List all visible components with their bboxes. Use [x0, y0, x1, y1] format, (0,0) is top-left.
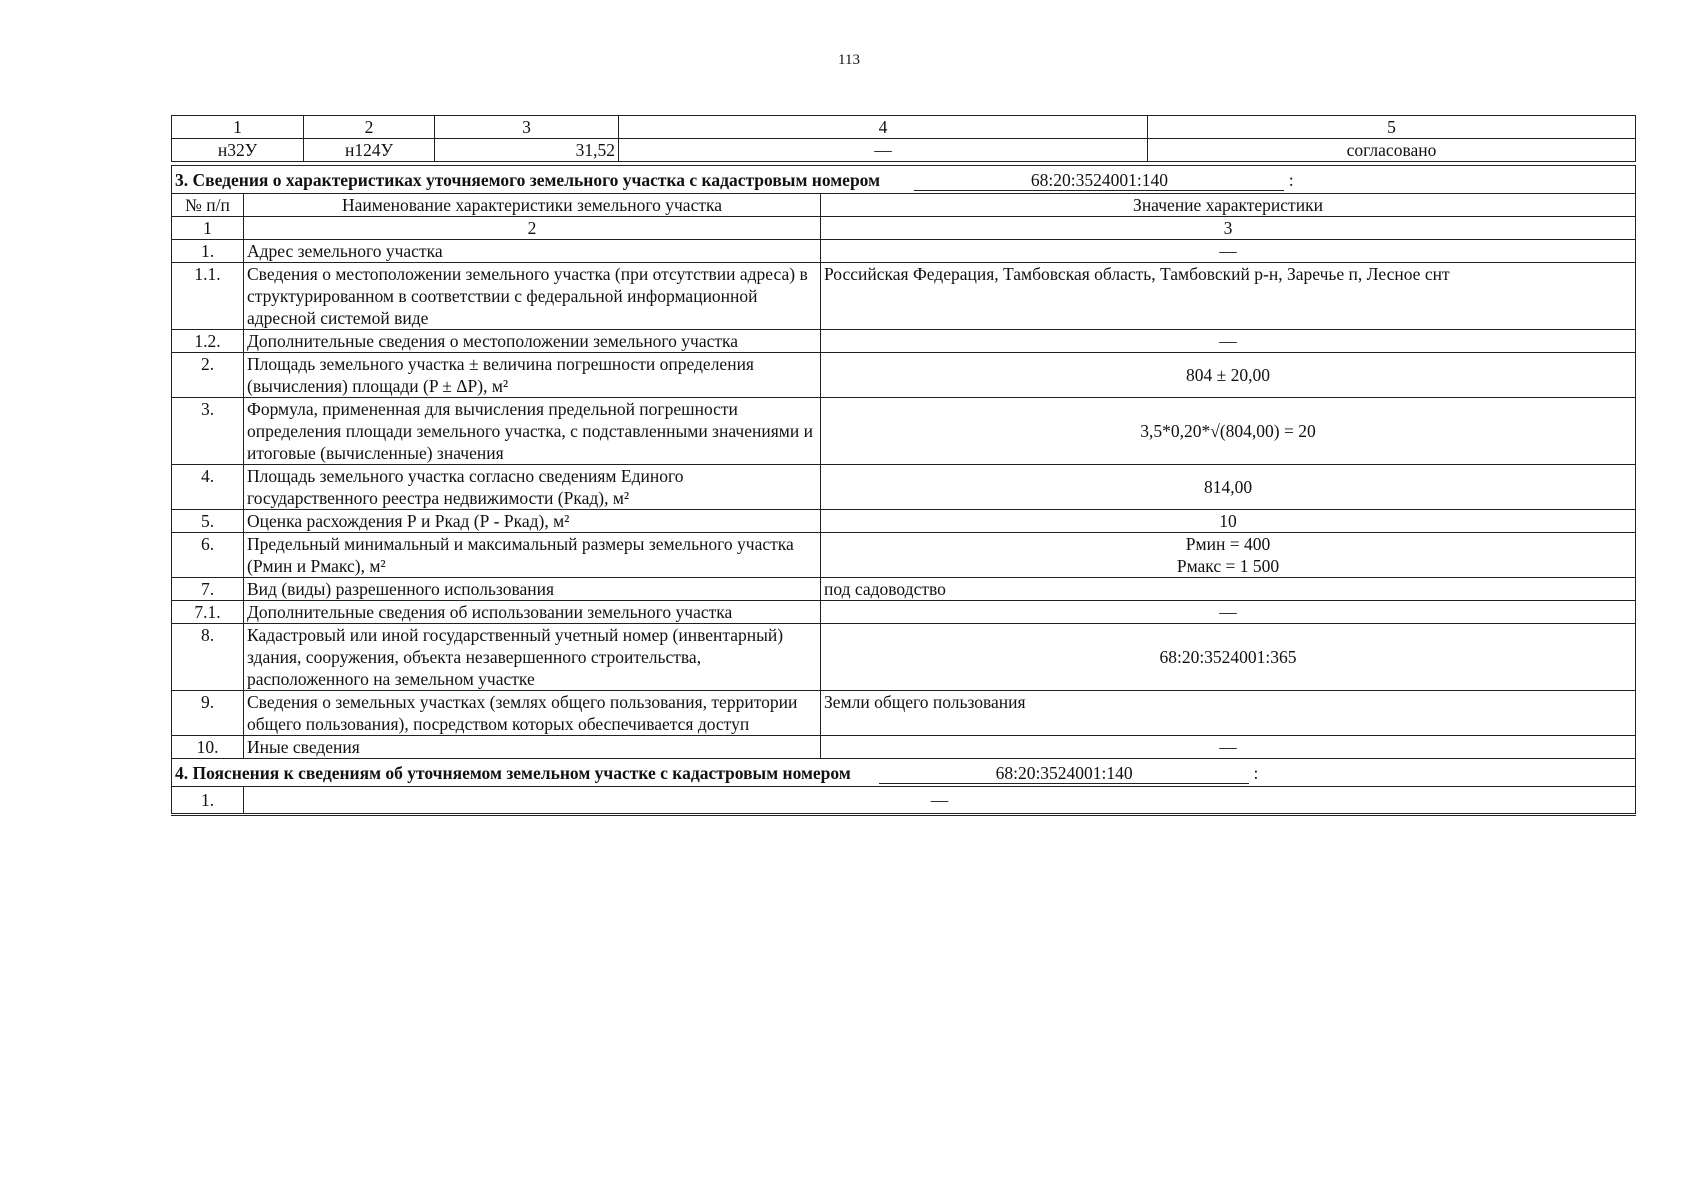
characteristic-name: Адрес земельного участка — [244, 240, 821, 263]
section3-heading — [172, 166, 1636, 194]
page-number: 113 — [838, 52, 860, 68]
row-number: 4. — [172, 465, 244, 510]
table-row — [172, 533, 1636, 578]
characteristic-name: Сведения о местоположении земельного участка (при отсутствии адреса) в структурированном в соответствии с федеральной информационной адресной системой виде — [244, 263, 821, 330]
table-row — [172, 624, 1636, 691]
table-row — [172, 787, 1636, 815]
section4-suffix: : — [1253, 763, 1259, 783]
section4-heading-row — [172, 759, 1636, 787]
section3-suffix: : — [1288, 170, 1294, 190]
row-number: 7. — [172, 578, 244, 601]
characteristic-value — [821, 533, 1636, 578]
continuation-data-row — [172, 139, 1636, 162]
table-row — [172, 398, 1636, 465]
col-header-value: Значение характеристики — [821, 194, 1636, 217]
row-number: 1.2. — [172, 330, 244, 353]
col-number: 5 — [1148, 116, 1636, 139]
characteristic-value: Земли общего пользования — [821, 691, 1636, 736]
continuation-header-row — [172, 116, 1636, 139]
col-number: 2 — [244, 217, 821, 240]
characteristic-name: Площадь земельного участка ± величина погрешности определения (вычисления) площади (P ± ΔP), м² — [244, 353, 821, 398]
characteristic-name: Иные сведения — [244, 736, 821, 759]
col-number: 4 — [619, 116, 1148, 139]
row-number: 5. — [172, 510, 244, 533]
column-number-row — [172, 217, 1636, 240]
col-number: 2 — [304, 116, 435, 139]
col-number: 1 — [172, 116, 304, 139]
row-number: 7.1. — [172, 601, 244, 624]
row-number: 1. — [172, 240, 244, 263]
characteristic-value: 804 ± 20,00 — [821, 353, 1636, 398]
min-size-value: Рмин = 400 — [1185, 534, 1271, 554]
characteristic-name: Предельный минимальный и максимальный размеры земельного участка (Рмин и Рмакс), м² — [244, 533, 821, 578]
characteristic-name: Дополнительные сведения о местоположении земельного участка — [244, 330, 821, 353]
characteristic-value: под садоводство — [821, 578, 1636, 601]
explanation-value: — — [244, 787, 1636, 815]
table-row — [172, 465, 1636, 510]
table-row — [172, 691, 1636, 736]
col-number: 1 — [172, 217, 244, 240]
continuation-table — [171, 115, 1636, 162]
characteristic-name: Вид (виды) разрешенного использования — [244, 578, 821, 601]
table-row — [172, 510, 1636, 533]
characteristic-name: Формула, примененная для вычисления предельной погрешности определения площади земельного участка, с подставленными значениями и итоговые (вычисленные) значения — [244, 398, 821, 465]
characteristic-value: — — [821, 240, 1636, 263]
distance-value: 31,52 — [435, 139, 619, 162]
point-name: н124У — [304, 139, 435, 162]
characteristic-value: 3,5*0,20*√(804,00) = 20 — [821, 398, 1636, 465]
characteristics-table — [171, 165, 1636, 816]
section3-title: 3. Сведения о характеристиках уточняемого земельного участка с кадастровым номером — [175, 170, 881, 190]
section3-cadastral-number: 68:20:3524001:140 — [914, 170, 1284, 191]
characteristic-value: 68:20:3524001:365 — [821, 624, 1636, 691]
cell-value: — — [619, 139, 1148, 162]
characteristic-name: Дополнительные сведения об использовании земельного участка — [244, 601, 821, 624]
characteristic-value: 814,00 — [821, 465, 1636, 510]
row-number: 9. — [172, 691, 244, 736]
table-row — [172, 263, 1636, 330]
characteristic-value: 10 — [821, 510, 1636, 533]
characteristic-value: Российская Федерация, Тамбовская область, Тамбовский р-н, Заречье п, Лесное снт — [821, 263, 1636, 330]
row-number: 10. — [172, 736, 244, 759]
characteristic-value: — — [821, 601, 1636, 624]
row-number: 8. — [172, 624, 244, 691]
max-size-value: Рмакс = 1 500 — [1176, 556, 1280, 576]
characteristic-value: — — [821, 330, 1636, 353]
section4-heading — [172, 759, 1636, 787]
table-row — [172, 736, 1636, 759]
table-row — [172, 601, 1636, 624]
characteristic-name: Кадастровый или иной государственный учетный номер (инвентарный) здания, сооружения, объекта незавершенного строительства, расположенного на земельном участке — [244, 624, 821, 691]
row-number: 3. — [172, 398, 244, 465]
row-number: 2. — [172, 353, 244, 398]
characteristic-value: — — [821, 736, 1636, 759]
col-number: 3 — [821, 217, 1636, 240]
table-row — [172, 578, 1636, 601]
col-number: 3 — [435, 116, 619, 139]
row-number: 1.1. — [172, 263, 244, 330]
approval-status: согласовано — [1148, 139, 1636, 162]
column-header-row — [172, 194, 1636, 217]
row-number: 1. — [172, 787, 244, 815]
point-name: н32У — [172, 139, 304, 162]
table-row — [172, 353, 1636, 398]
characteristic-name: Оценка расхождения Р и Ркад (Р - Ркад), м² — [244, 510, 821, 533]
characteristic-name: Площадь земельного участка согласно сведениям Единого государственного реестра недвижимости (Ркад), м² — [244, 465, 821, 510]
characteristic-name: Сведения о земельных участках (землях общего пользования, территории общего пользования), посредством которых обеспечивается доступ — [244, 691, 821, 736]
table-row — [172, 240, 1636, 263]
table-row — [172, 330, 1636, 353]
section4-cadastral-number: 68:20:3524001:140 — [879, 763, 1249, 784]
row-number: 6. — [172, 533, 244, 578]
section4-title: 4. Пояснения к сведениям об уточняемом земельном участке с кадастровым номером — [175, 763, 851, 783]
section3-heading-row — [172, 166, 1636, 194]
col-header-name: Наименование характеристики земельного участка — [244, 194, 821, 217]
col-header-num: № п/п — [172, 194, 244, 217]
